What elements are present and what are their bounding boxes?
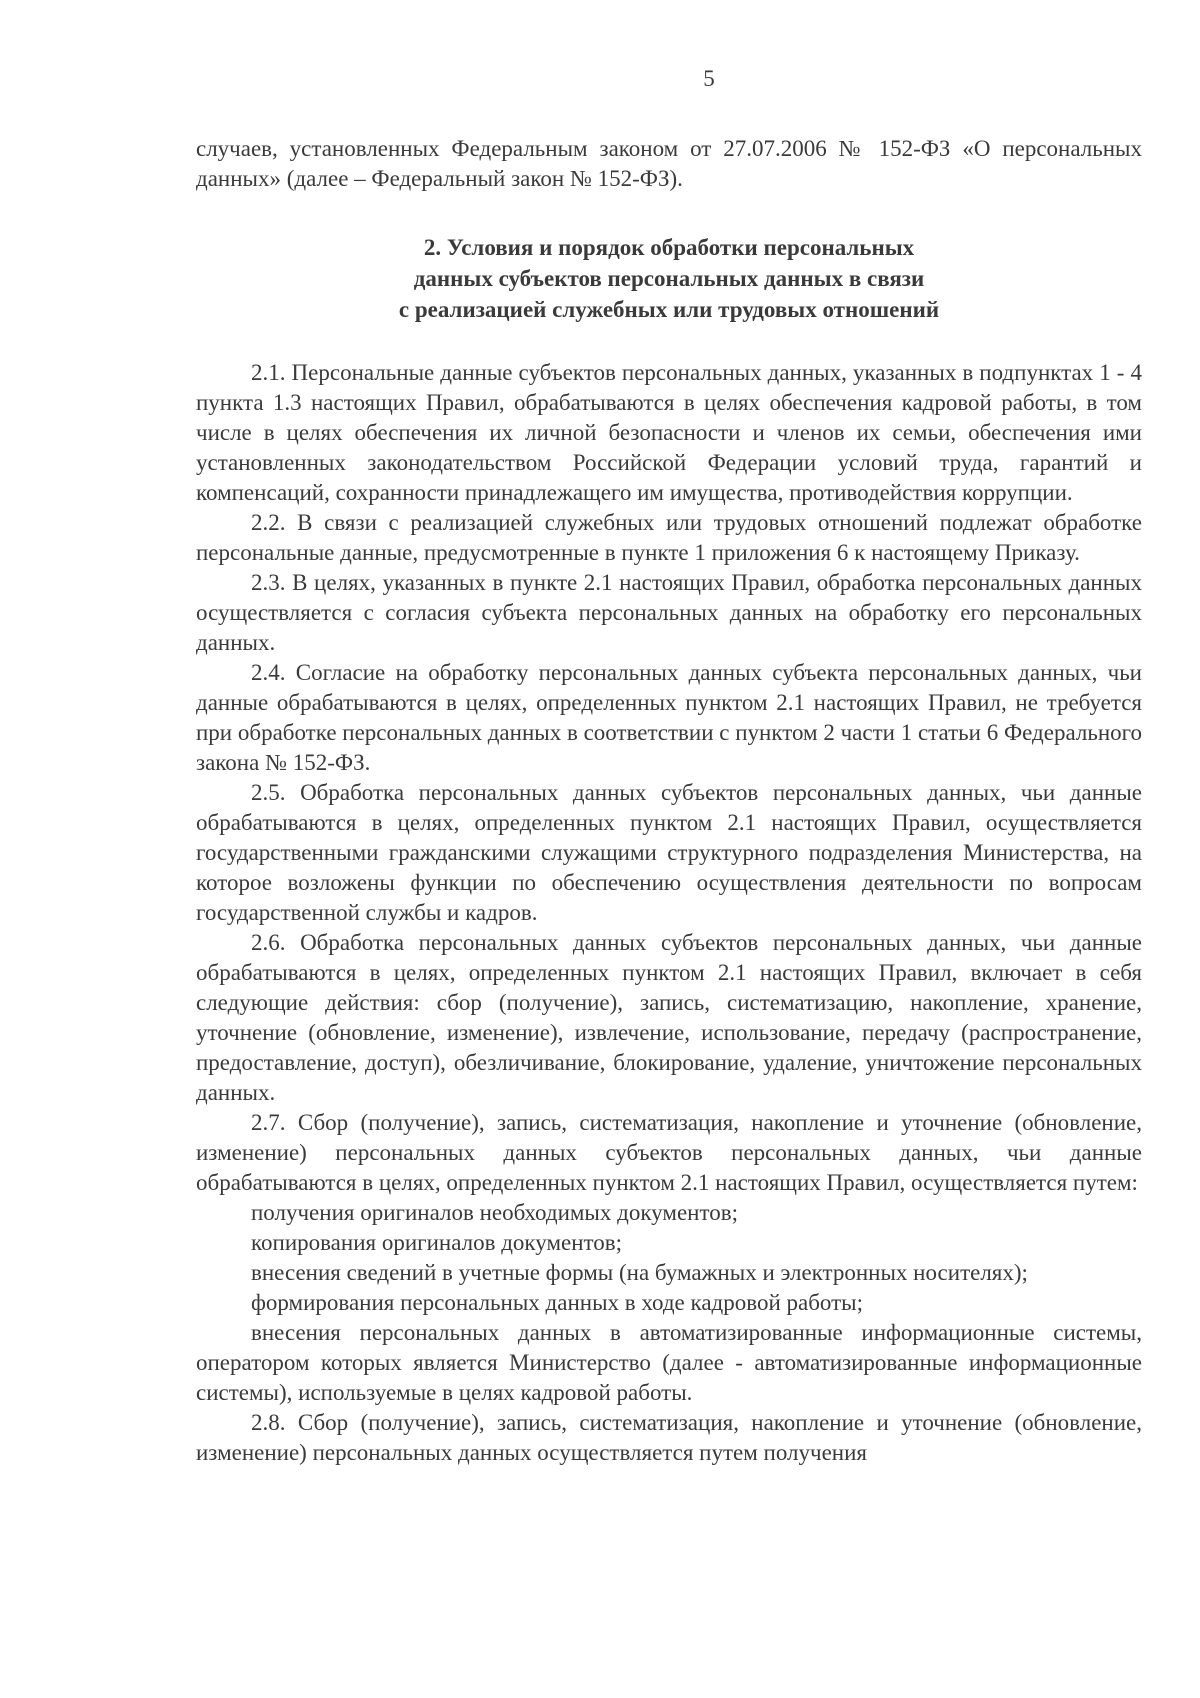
paragraph-2-1: 2.1. Персональные данные субъектов персональных данных, указанных в подпунктах 1 - 4 пункта 1.3 настоящих Правил, обрабатываются в целях обеспечения кадровой работы, в том числе в целях обеспечения их личной безопасности и членов их семьи, обеспечения ими установленных законодательством Российской Федерации условий труда, гарантий и компенсаций, сохранности принадлежащего им имущества, противодействия коррупции.	[196, 360, 1142, 505]
list-item: внесения сведений в учетные формы (на бумажных и электронных носителях);	[251, 1260, 1028, 1285]
section-heading	[196, 232, 1142, 325]
section-heading-line-2: данных субъектов персональных данных в связи	[413, 266, 925, 291]
paragraph-2-4: 2.4. Согласие на обработку персональных данных субъекта персональных данных, чьи данные обрабатываются в целях, определенных пунктом 2.1 настоящих Правил, не требуется при обработке персональных данных в соответствии с пунктом 2 части 1 статьи 6 Федерального закона № 152-ФЗ.	[196, 660, 1142, 775]
page-number: 5	[703, 66, 715, 91]
paragraph-2-6: 2.6. Обработка персональных данных субъектов персональных данных, чьи данные обрабатываются в целях, определенных пунктом 2.1 настоящих Правил, включает в себя следующие действия: сбор (получение), запись, систематизацию, накопление, хранение, уточнение (обновление, изменение), извлечение, использование, передачу (распространение, предоставление, доступ), обезличивание, блокирование, удаление, уничтожение персональных данных.	[196, 930, 1142, 1105]
paragraph-2-5: 2.5. Обработка персональных данных субъектов персональных данных, чьи данные обрабатываются в целях, определенных пунктом 2.1 настоящих Правил, осуществляется государственными гражданскими служащими структурного подразделения Министерства, на которое возложены функции по обеспечению осуществления деятельности по вопросам государственной службы и кадров.	[196, 780, 1142, 925]
list-item: копирования оригиналов документов;	[251, 1230, 623, 1255]
list-item: получения оригиналов необходимых документов;	[251, 1200, 738, 1225]
paragraph-2-3: 2.3. В целях, указанных в пункте 2.1 настоящих Правил, обработка персональных данных осуществляется с согласия субъекта персональных данных на обработку его персональных данных.	[196, 570, 1142, 655]
list-item: внесения персональных данных в автоматизированные информационные системы, оператором которых является Министерство (далее - автоматизированные информационные системы), используемые в целях кадровой работы.	[196, 1320, 1142, 1405]
paragraph-2-7: 2.7. Сбор (получение), запись, систематизация, накопление и уточнение (обновление, изменение) персональных данных субъектов персональных данных, чьи данные обрабатываются в целях, определенных пунктом 2.1 настоящих Правил, осуществляется путем:	[196, 1110, 1142, 1195]
intro-paragraph: случаев, установленных Федеральным законом от 27.07.2006 № 152-ФЗ «О персональных данных» (далее – Федеральный закон № 152-ФЗ).	[196, 136, 1142, 191]
list-item: формирования персональных данных в ходе кадровой работы;	[251, 1290, 864, 1315]
paragraph-2-8: 2.8. Сбор (получение), запись, систематизация, накопление и уточнение (обновление, изменение) персональных данных осуществляется путем получения	[196, 1410, 1142, 1465]
paragraph-2-2: 2.2. В связи с реализацией служебных или трудовых отношений подлежат обработке персональные данные, предусмотренные в пункте 1 приложения 6 к настоящему Приказу.	[196, 510, 1142, 565]
section-heading-line-3: с реализацией служебных или трудовых отношений	[398, 297, 940, 322]
section-heading-line-1: 2. Условия и порядок обработки персональных	[423, 235, 915, 260]
